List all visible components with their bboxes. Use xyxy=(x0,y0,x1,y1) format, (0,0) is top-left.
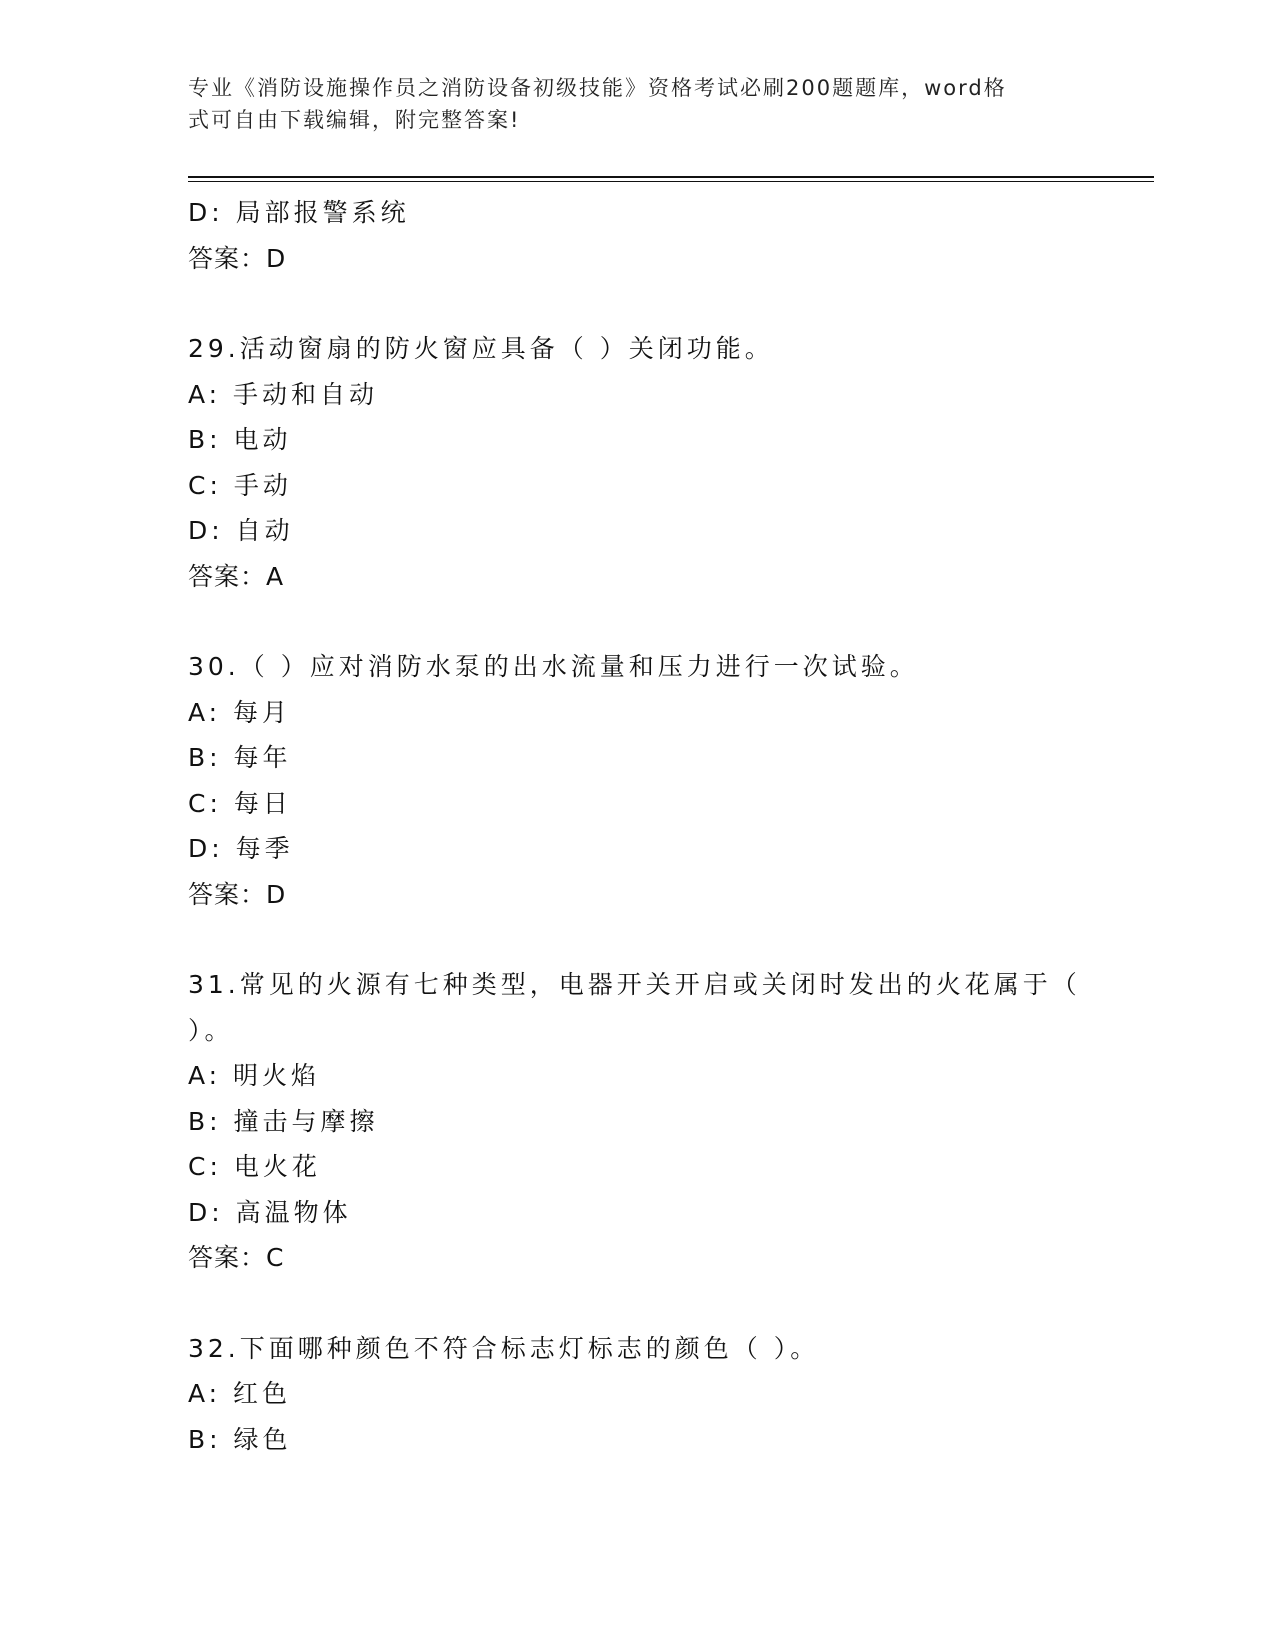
spacer xyxy=(188,1281,1088,1326)
option-b: B: 每年 xyxy=(188,743,292,772)
prev-answer: 答案：D xyxy=(188,243,287,273)
header-title-line2: 式可自由下载编辑，附完整答案! xyxy=(188,108,521,132)
option-c: C: 每日 xyxy=(188,788,292,818)
question-32 xyxy=(188,1326,1088,1463)
option-a: A: 红色 xyxy=(188,1379,292,1408)
prev-option-d: D: 局部报警系统 xyxy=(188,198,410,227)
question-stem: 29.活动窗扇的防火窗应具备（ ）关闭功能。 xyxy=(188,334,774,363)
question-content xyxy=(188,190,1088,1462)
option-a: A: 每月 xyxy=(188,697,292,727)
spacer xyxy=(188,281,1088,326)
option-a: A: 明火焰 xyxy=(188,1061,321,1090)
option-d: D: 自动 xyxy=(188,516,294,545)
question-stem-line1: 31.常见的火源有七种类型，电器开关开启或关闭时发出的火花属于（ xyxy=(188,970,1081,999)
option-c: C: 电火花 xyxy=(188,1152,321,1181)
option-c: C: 手动 xyxy=(188,470,292,500)
question-stem-line2: ）。 xyxy=(188,1015,234,1045)
option-d: D: 每季 xyxy=(188,834,294,863)
option-d: D: 高温物体 xyxy=(188,1197,352,1227)
question-31 xyxy=(188,962,1088,1281)
option-b: B: 电动 xyxy=(188,425,292,454)
spacer xyxy=(188,599,1088,644)
question-stem: 32.下面哪种颜色不符合标志灯标志的颜色（ ）。 xyxy=(188,1333,820,1363)
document-header xyxy=(188,72,1068,136)
question-stem: 30.（ ）应对消防水泵的出水流量和压力进行一次试验。 xyxy=(188,652,919,681)
answer: 答案：D xyxy=(188,879,287,909)
header-rule-thick xyxy=(188,176,1154,178)
spacer xyxy=(188,917,1088,962)
option-b: B: 撞击与摩擦 xyxy=(188,1106,379,1136)
question-29 xyxy=(188,326,1088,599)
answer: 答案：A xyxy=(188,561,285,591)
header-title-line1: 专业《消防设施操作员之消防设备初级技能》资格考试必刷200题题库，word格 xyxy=(188,76,1007,100)
option-a: A: 手动和自动 xyxy=(188,379,379,409)
option-b: B: 绿色 xyxy=(188,1424,292,1454)
header-rule-thin xyxy=(188,181,1154,182)
question-30 xyxy=(188,644,1088,917)
answer: 答案：C xyxy=(188,1243,285,1272)
